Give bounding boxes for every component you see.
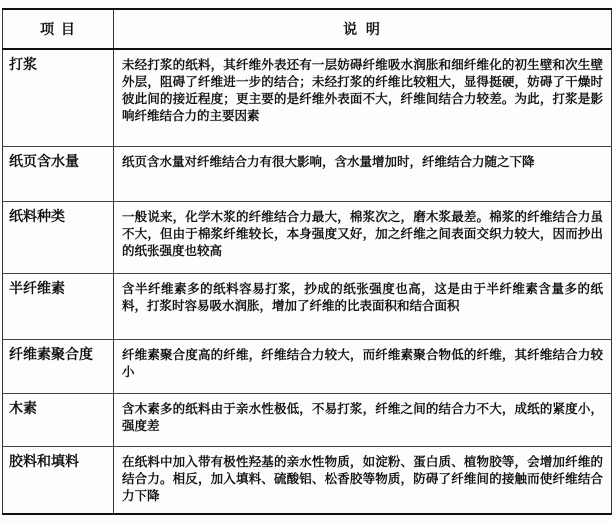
row-description: 含半纤维素多的纸料容易打浆，抄成的纸张强度也高，这是由于半纤维素含量多的纸料，打浆时容易吸水润胀，增加了纤维的比表面积和结合面积 (114, 273, 612, 339)
item-column-header: 项 目 (3, 9, 114, 49)
row-description: 纸页含水量对纤维结合力有很大影响，含水量增加时，纤维结合力随之下降 (114, 146, 612, 201)
description-column-header: 说 明 (114, 9, 612, 49)
table-row (3, 146, 612, 201)
table-row (3, 201, 612, 273)
row-item-label: 胶料和填料 (3, 446, 114, 514)
row-item-label: 打浆 (3, 49, 114, 146)
row-description: 纤维素聚合度高的纤维，纤维结合力较大，而纤维素聚合物低的纤维，其纤维结合力较小 (114, 339, 612, 393)
row-description: 含木素多的纸料由于亲水性极低，不易打浆，纤维之间的结合力不大，成纸的紧度小，强度差 (114, 393, 612, 446)
row-description: 一般说来，化学木浆的纤维结合力最大，棉浆次之，磨木浆最差。棉浆的纤维结合力虽不大，但由于棉浆纤维较长，本身强度又好，加之纤维之间表面交织力较大，因而抄出的纸张强度也较高 (114, 201, 612, 273)
table-row (3, 273, 612, 339)
table-header-row (3, 9, 612, 49)
table-row (3, 49, 612, 146)
row-item-label: 纤维素聚合度 (3, 339, 114, 393)
row-description: 未经打浆的纸料，其纤维外表还有一层妨碍纤维吸水润胀和细纤维化的初生壁和次生壁外层，阻碍了纤维进一步的结合；未经打浆的纤维比较粗大，显得挺硬，妨碍了干燥时彼此间的接近程度；更主要的是纤维外表面不大，纤维间结合力较差。为此，打浆是影响纤维结合力的主要因素 (114, 49, 612, 146)
row-item-label: 半纤维素 (3, 273, 114, 339)
table-row (3, 339, 612, 393)
table-row (3, 446, 612, 514)
fiber-bonding-factors-table (2, 8, 612, 515)
row-item-label: 纸页含水量 (3, 146, 114, 201)
row-description: 在纸料中加入带有极性羟基的亲水性物质，如淀粉、蛋白质、植物胶等，会增加纤维的结合力。相反，加入填料、硫酸铝、松香胶等物质，防碍了纤维间的接触而使纤维结合力下降 (114, 446, 612, 514)
table-row (3, 393, 612, 446)
row-item-label: 纸料种类 (3, 201, 114, 273)
row-item-label: 木素 (3, 393, 114, 446)
